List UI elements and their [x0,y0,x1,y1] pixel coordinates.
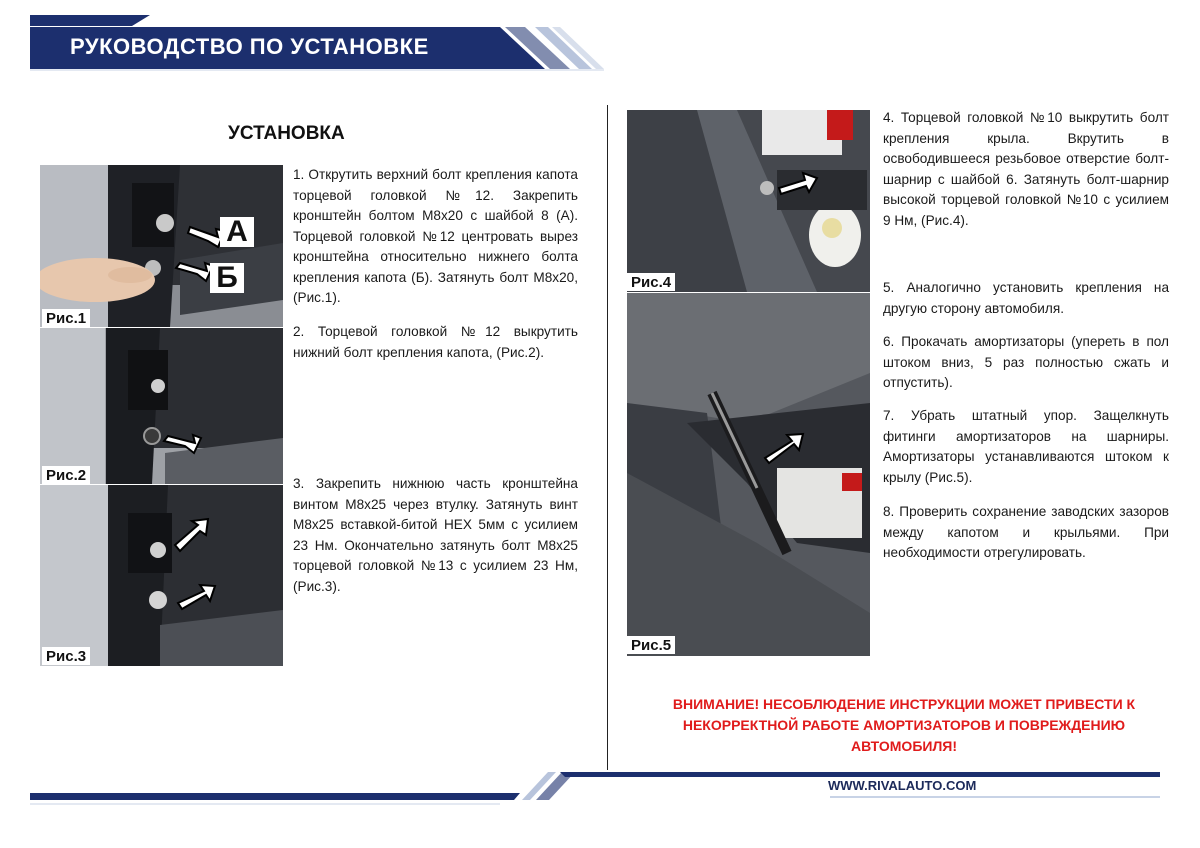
step-4-text: 4. Торцевой головкой №10 выкрутить болт крепления крыла. Вкрутить в освободившееся резьбовое отверстие болт-шарнир с шайбой 6. Затянуть болт-шарнир высокой торцевой головкой №10 с усилием 9 Нм, (Рис.4). [883,110,1169,228]
figure-4-photo [627,110,870,292]
step-1-text: 1. Открутить верхний болт крепления капота торцевой головкой №12. Закрепить кронштейн болтом М8х20 с шайбой 8 (А). Торцевой головкой №12 центровать вырез кронштейна относительно нижнего болта крепления капота (Б). Затянуть болт М8х20, (Рис.1). [293,167,578,305]
step-6-text: 6. Прокачать амортизаторы (упереть в пол штоком вниз, 5 раз полностью сжать и отпустить). [883,334,1169,390]
step-8-text: 8. Проверить сохранение заводских зазоров между капотом и крыльями. При необходимости отрегулировать. [883,504,1169,560]
marker-b: Б [210,263,244,293]
figure-4-label: Рис.4 [627,273,675,291]
figure-3-label: Рис.3 [42,647,90,665]
figure-2-photo [40,328,283,484]
column-divider [607,105,608,770]
step-3-text: 3. Закрепить нижнюю часть кронштейна винтом М8х25 через втулку. Затянуть винт М8х25 вставкой-битой HEX 5мм с усилием 23 Нм. Окончательно затянуть болт М8х25 торцевой головкой №13 с усилием 23 Нм, (Рис.3). [293,476,578,594]
footer-banner [0,768,1200,828]
figure-1-photo [40,165,283,327]
figure-2-label: Рис.2 [42,466,90,484]
warning-text: ВНИМАНИЕ! НЕСОБЛЮДЕНИЕ ИНСТРУКЦИИ МОЖЕТ ПРИВЕСТИ К НЕКОРРЕКТНОЙ РАБОТЕ АМОРТИЗАТОРОВ И ПОВРЕЖДЕНИЮ АВТОМОБИЛЯ! [672,696,1136,754]
marker-a: А [220,217,254,247]
website-link[interactable]: WWW.RIVALAUTO.COM [828,778,977,793]
page-title: РУКОВОДСТВО ПО УСТАНОВКЕ [70,34,429,59]
header-banner [0,0,1200,80]
section-title: УСТАНОВКА [228,123,345,144]
footer-graphic [0,768,1200,828]
figure-3-photo [40,485,283,666]
figure-1-label: Рис.1 [42,309,90,327]
step-2-text: 2. Торцевой головкой №12 выкрутить нижний болт крепления капота, (Рис.2). [293,324,578,360]
figure-5-label: Рис.5 [627,636,675,654]
step-7-text: 7. Убрать штатный упор. Защелкнуть фитинги амортизаторов на шарниры. Амортизаторы устанавливаются штоком к крылу (Рис.5). [883,408,1169,485]
figure-5-photo [627,293,870,656]
step-5-text: 5. Аналогично установить крепления на другую сторону автомобиля. [883,280,1169,316]
